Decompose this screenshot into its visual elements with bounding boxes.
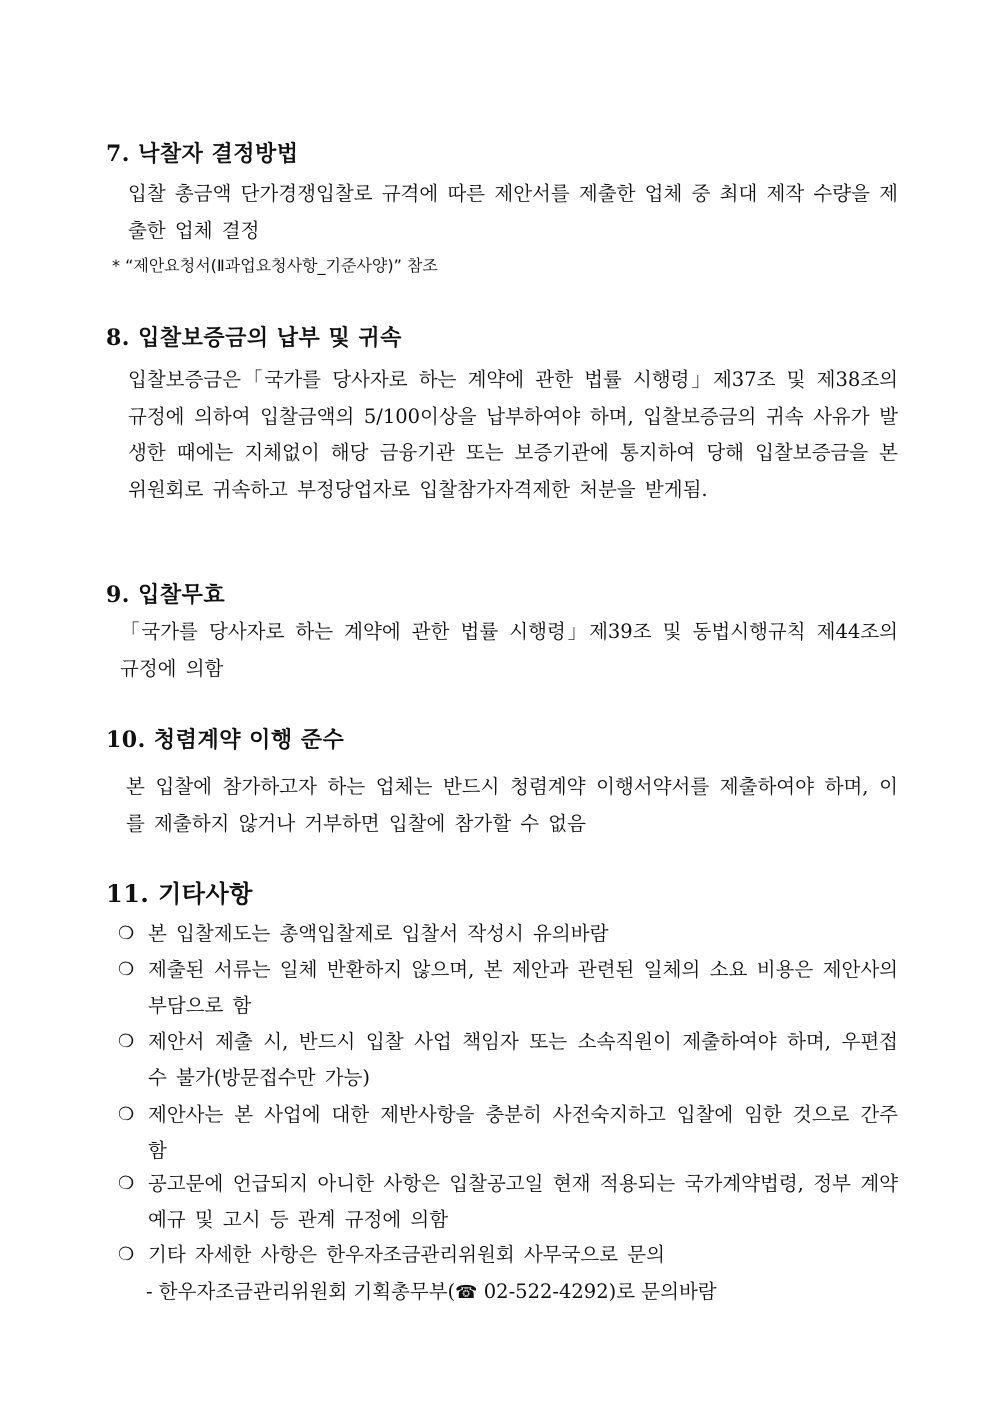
section-9-heading: 9. 입찰무효 [106,582,226,608]
section-10-body: 본 입찰에 참가하고자 하는 업체는 반드시 청렴계약 이행서약서를 제출하여야 하며, 이를 제출하지 않거나 거부하면 입찰에 참가할 수 없음 [126,775,898,835]
bullet-text: 기타 자세한 사항은 한우자조금관리위원회 사무국으로 문의 [148,1243,665,1266]
bullet-item [118,1166,898,1238]
section-7-heading: 7. 낙찰자 결정방법 [106,141,299,167]
bullet-text: 제출된 서류는 일체 반환하지 않으며, 본 제안과 관련된 일체의 소요 비용은 제안사의 부담으로 함 [148,958,898,1017]
bullet-item [118,1237,898,1273]
bullet-marker: ❍ [118,1031,135,1052]
bullet-marker: ❍ [118,1244,135,1265]
contact-phone-number: 02-522-4292 [477,1280,609,1303]
bullet-marker: ❍ [118,959,135,980]
section-8-body: 입찰보증금은「국가를 당사자로 하는 계약에 관한 법률 시행령」제37조 및 제38조의 규정에 의하여 입찰금액의 5/100이상을 납부하여야 하며, 입찰보증금의 귀속 사유가 발생한 때에는 지체없이 해당 금융기관 또는 보증기관에 통지하여 당해 입찰보증금을 본 위원회로 귀속하고 부정당업자로 입찰참가자격제한 처분을 받게됨. [128,368,898,501]
bullet-text: 본 입찰제도는 총액입찰제로 입찰서 작성시 유의바람 [148,922,609,945]
contact-sub-item [146,1274,717,1311]
bullet-text: 공고문에 언급되지 아니한 사항은 입찰공고일 현재 적용되는 국가계약법령, 정부 계약예규 및 고시 등 관계 규정에 의함 [148,1172,898,1231]
section-11-heading: 11. 기타사항 [106,879,253,908]
section-9-body: 「국가를 당사자로 하는 계약에 관한 법률 시행령」제39조 및 동법시행규칙 제44조의 규정에 의함 [120,620,898,680]
bullet-item [118,916,898,952]
section-8-heading: 8. 입찰보증금의 납부 및 귀속 [106,325,402,351]
contact-suffix: )로 문의바람 [608,1280,717,1303]
bullet-marker: ❍ [118,923,135,944]
bullet-marker: ❍ [118,1173,135,1194]
bullet-text: 제안사는 본 사업에 대한 제반사항을 충분히 사전숙지하고 입찰에 임한 것으로 간주함 [148,1103,898,1162]
bullet-text: 제안서 제출 시, 반드시 입찰 사업 책임자 또는 소속직원이 제출하여야 하며, 우편접수 불가(방문접수만 가능) [148,1030,898,1089]
section-7-body: 입찰 총금액 단가경쟁입찰로 규격에 따른 제안서를 제출한 업체 중 최대 제작 수량을 제출한 업체 결정 [128,182,898,242]
bullet-item [118,1097,898,1169]
phone-icon: ☎ [455,1282,478,1303]
bullet-item [118,952,898,1024]
bullet-item [118,1024,898,1096]
section-10-heading: 10. 청렴계약 이행 준수 [106,727,345,753]
contact-prefix: - 한우자조금관리위원회 기획총무부( [146,1280,456,1303]
section-7-note: * “제안요청서(Ⅱ과업요청사항_기준사양)” 참조 [112,256,438,275]
bullet-marker: ❍ [118,1104,135,1125]
